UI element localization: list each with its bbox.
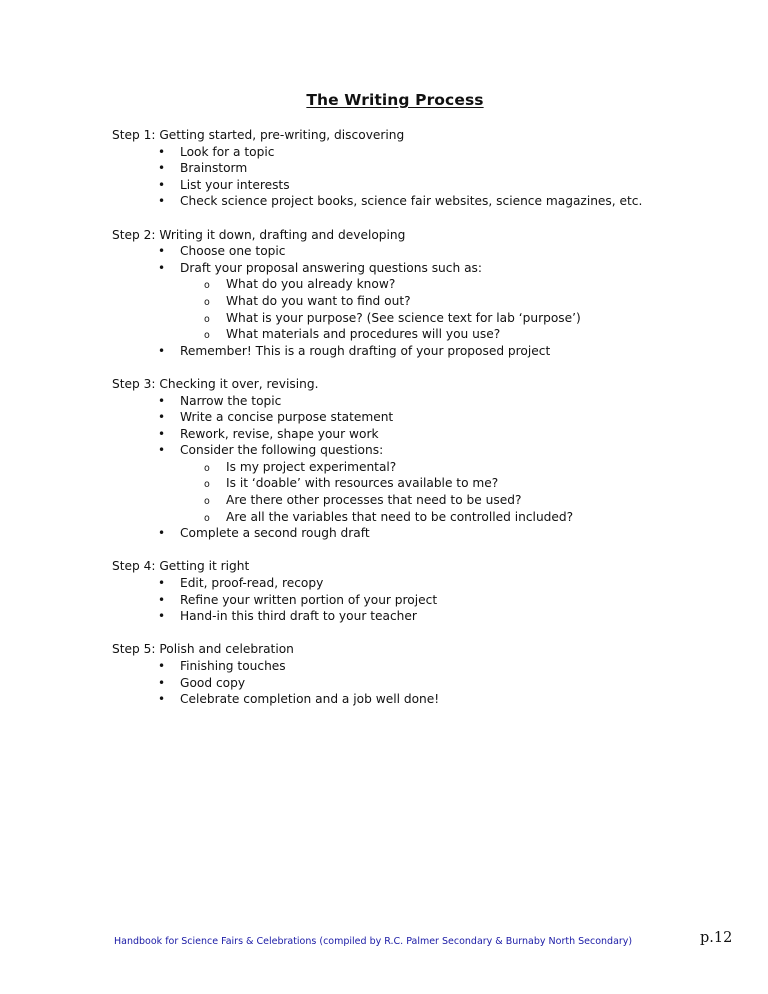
- circle-bullet-icon: o: [204, 479, 210, 491]
- page-number: p.12: [700, 930, 733, 946]
- list-item: [158, 393, 712, 410]
- bullet-icon: •: [158, 675, 166, 690]
- bullet-icon: •: [158, 443, 166, 458]
- list-item: [158, 442, 712, 525]
- circle-bullet-icon: o: [204, 512, 210, 524]
- list-item-text: Finishing touches: [180, 659, 286, 673]
- list-item-text: Look for a topic: [180, 144, 275, 159]
- list-item-text: Brainstorm: [180, 161, 248, 176]
- list-item: [158, 177, 712, 194]
- sub-list-item: [204, 326, 712, 343]
- bullet-icon: •: [158, 260, 166, 275]
- bullet-icon: •: [158, 177, 166, 192]
- list-item-text: Narrow the topic: [180, 393, 282, 408]
- bullet-icon: •: [158, 161, 166, 176]
- circle-bullet-icon: o: [204, 330, 210, 342]
- sub-list: [180, 459, 712, 525]
- list-item: [158, 575, 712, 592]
- sub-item-text: What is your purpose? (See science text for lab ‘purpose’): [226, 310, 581, 325]
- sub-list-item: [204, 310, 712, 327]
- bullet-list: [112, 243, 712, 359]
- list-item: [158, 144, 712, 161]
- list-item-text: Check science project books, science fair websites, science magazines, etc.: [180, 194, 643, 209]
- page-title: The Writing Process: [306, 91, 484, 109]
- circle-bullet-icon: o: [204, 496, 210, 508]
- bullet-list: [112, 144, 712, 210]
- bullet-list: [112, 658, 712, 708]
- list-item: [158, 343, 712, 360]
- bullet-icon: •: [158, 343, 166, 358]
- bullet-icon: •: [158, 393, 166, 408]
- list-item-text: Choose one topic: [180, 244, 286, 259]
- sub-list-item: [204, 475, 712, 492]
- step-heading: Step 2: Writing it down, drafting and developing: [112, 227, 406, 242]
- list-item: [158, 160, 712, 177]
- list-item: [158, 525, 712, 542]
- list-item-text: Draft your proposal answering questions such as:: [180, 260, 482, 275]
- list-item-text: Consider the following questions:: [180, 443, 384, 458]
- list-item-text: Refine your written portion of your project: [180, 592, 438, 607]
- step-2: [112, 227, 712, 360]
- bullet-icon: •: [158, 244, 166, 259]
- list-item: [158, 675, 712, 692]
- step-4: [112, 558, 712, 624]
- bullet-icon: •: [158, 426, 166, 441]
- bullet-icon: •: [158, 592, 166, 607]
- list-item: [158, 608, 712, 625]
- list-item-text: Complete a second rough draft: [180, 526, 370, 541]
- list-item: [158, 243, 712, 260]
- bullet-icon: •: [158, 609, 166, 624]
- sub-list-item: [204, 492, 712, 509]
- sub-list-item: [204, 293, 712, 310]
- list-item: [158, 260, 712, 343]
- list-item-text: Remember! This is a rough drafting of your proposed project: [180, 343, 551, 358]
- bullet-list: [112, 575, 712, 625]
- list-item-text: Celebrate completion and a job well done!: [180, 692, 440, 707]
- list-item-text: List your interests: [180, 177, 290, 192]
- circle-bullet-icon: o: [204, 462, 210, 474]
- list-item: [158, 426, 712, 443]
- step-heading: Step 1: Getting started, pre-writing, discovering: [112, 128, 405, 142]
- bullet-list: [112, 393, 712, 542]
- step-heading: Step 3: Checking it over, revising.: [112, 376, 319, 391]
- list-item-text: Edit, proof-read, recopy: [180, 576, 324, 591]
- bullet-icon: •: [158, 692, 166, 707]
- sub-item-text: Are all the variables that need to be controlled included?: [226, 509, 574, 524]
- list-item: [158, 409, 712, 426]
- bullet-icon: •: [158, 194, 166, 209]
- list-item-text: Hand-in this third draft to your teacher: [180, 609, 417, 624]
- sub-list-item: [204, 276, 712, 293]
- sub-item-text: What materials and procedures will you use?: [226, 327, 501, 342]
- bullet-icon: •: [158, 144, 166, 159]
- list-item-text: Rework, revise, shape your work: [180, 426, 379, 441]
- bullet-icon: •: [158, 659, 166, 673]
- circle-bullet-icon: o: [204, 296, 210, 308]
- sub-item-text: Is it ‘doable’ with resources available to me?: [226, 476, 499, 491]
- list-item-text: Good copy: [180, 675, 246, 690]
- sub-item-text: Is my project experimental?: [226, 459, 397, 474]
- circle-bullet-icon: o: [204, 313, 210, 325]
- list-item: [158, 691, 712, 708]
- list-item: [158, 592, 712, 609]
- list-item-text: Write a concise purpose statement: [180, 410, 394, 425]
- sub-item-text: Are there other processes that need to be used?: [226, 493, 522, 508]
- list-item: [158, 193, 712, 210]
- bullet-icon: •: [158, 576, 166, 591]
- sub-list: [180, 276, 712, 342]
- step-5: [112, 641, 712, 707]
- step-heading: Step 4: Getting it right: [112, 559, 250, 574]
- document-body: [112, 127, 712, 724]
- bullet-icon: •: [158, 410, 166, 425]
- step-1: [112, 127, 712, 210]
- sub-item-text: What do you already know?: [226, 277, 396, 292]
- sub-list-item: [204, 509, 712, 526]
- circle-bullet-icon: o: [204, 280, 210, 292]
- list-item: [158, 658, 712, 675]
- step-heading: Step 5: Polish and celebration: [112, 642, 294, 657]
- step-3: [112, 376, 712, 542]
- sub-item-text: What do you want to find out?: [226, 293, 411, 308]
- bullet-icon: •: [158, 526, 166, 541]
- sub-list-item: [204, 459, 712, 476]
- footer-text: Handbook for Science Fairs & Celebrations (compiled by R.C. Palmer Secondary & Burnaby North Secondary): [114, 936, 633, 947]
